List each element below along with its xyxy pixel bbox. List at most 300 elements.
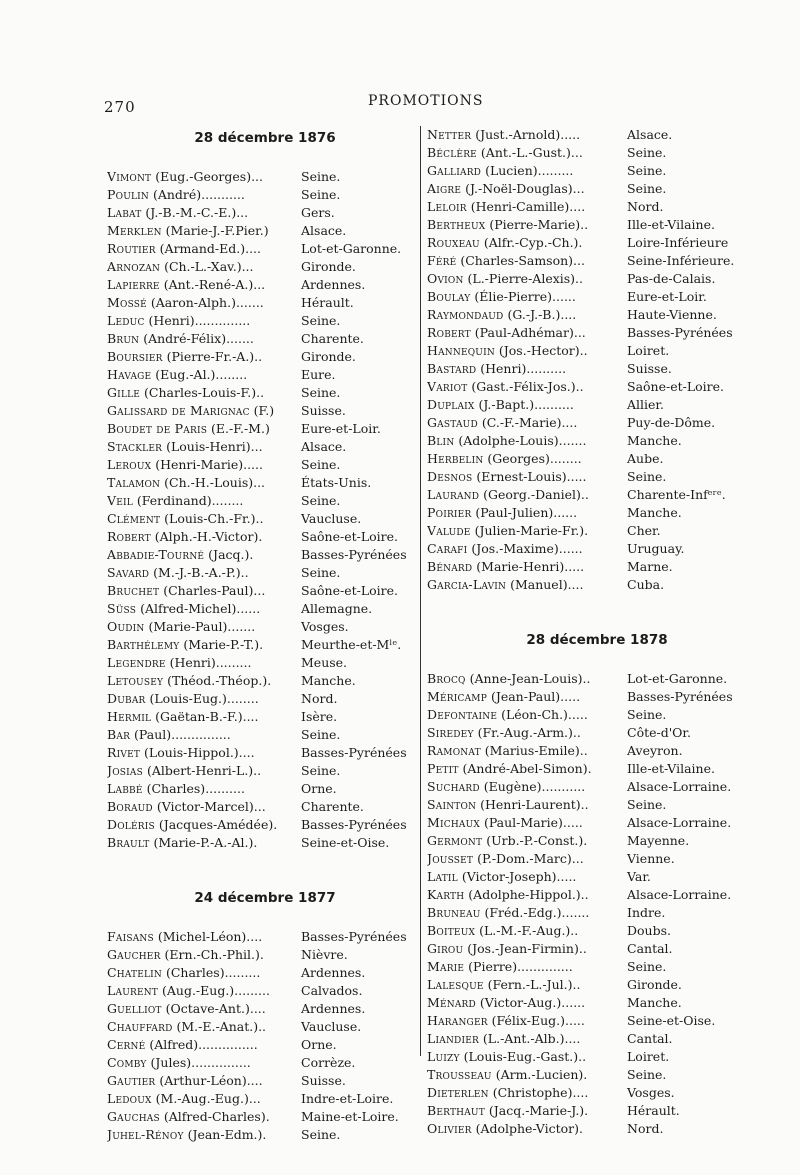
entry-surname: Netter [427, 127, 472, 142]
entry-name [427, 850, 625, 868]
entry-name [427, 468, 625, 486]
entry-given-names: (Adolphe-Louis)....... [454, 433, 587, 448]
section-gap [107, 852, 423, 886]
promotion-entry [107, 672, 423, 690]
entry-surname: Gautier [107, 1073, 156, 1088]
entry-surname: Gastaud [427, 415, 478, 430]
promotion-entry [107, 510, 423, 528]
section-heading: 28 décembre 1876 [194, 130, 336, 146]
entry-name [107, 1000, 299, 1018]
entry-name [427, 270, 625, 288]
entry-given-names: (C.-F.-Marie).... [477, 415, 578, 430]
entry-name [427, 162, 625, 180]
promotion-entry [427, 558, 767, 576]
entry-given-names: (Louis-Henri)... [162, 439, 263, 454]
entry-name [427, 922, 625, 940]
entry-origin: Loiret. [627, 1049, 670, 1064]
entry-origin: Gironde. [301, 259, 356, 274]
entry-surname: Stackler [107, 439, 163, 454]
entry-given-names: (André)........... [148, 187, 245, 202]
entry-name [427, 796, 625, 814]
promotion-entry [427, 414, 767, 432]
promotion-entry [427, 198, 767, 216]
entry-given-names: (J.-Noël-Douglas)... [461, 181, 585, 196]
entry-name [107, 384, 299, 402]
promotion-entry [427, 1030, 767, 1048]
entry-surname: Boudet de Paris [107, 421, 208, 436]
entry-name [427, 486, 625, 504]
entry-name [107, 168, 299, 186]
promotion-entry [427, 468, 767, 486]
entry-name [427, 1084, 625, 1102]
entry-name [107, 780, 299, 798]
entry-surname: Boursier [107, 349, 163, 364]
entry-name [107, 456, 299, 474]
entry-origin: Isère. [301, 709, 338, 724]
entry-name [107, 1108, 299, 1126]
entry-name [107, 294, 299, 312]
promotion-entry [427, 162, 767, 180]
entry-given-names: (Eug.-Georges)... [151, 169, 263, 184]
entry-name [107, 204, 299, 222]
entry-surname: Clément [107, 511, 161, 526]
promotion-entry [107, 402, 423, 420]
entry-surname: Bruchet [107, 583, 160, 598]
promotion-entry [427, 1084, 767, 1102]
entry-given-names: (Ernest-Louis)..... [472, 469, 587, 484]
promotion-entry [427, 540, 767, 558]
promotion-entry [427, 234, 767, 252]
entry-given-names: (M.-J.-B.-A.-P.).. [149, 565, 249, 580]
entry-surname: Desnos [427, 469, 473, 484]
entry-name [427, 886, 625, 904]
entry-origin: Basses-Pyrénées [301, 745, 407, 760]
entry-name [107, 726, 299, 744]
entry-name [107, 618, 299, 636]
entry-surname: Blin [427, 433, 455, 448]
entry-given-names: (Arthur-Léon).... [155, 1073, 263, 1088]
entry-surname: Bastard [427, 361, 477, 376]
entry-given-names: (Charles-Samson)... [456, 253, 585, 268]
entry-given-names: (Marie-J.-F.Pier.) [161, 223, 269, 238]
entry-surname: Abbadie-Tourné [107, 547, 205, 562]
promotion-entry [107, 946, 423, 964]
entry-origin: Vosges. [627, 1085, 675, 1100]
promotion-entry [427, 706, 767, 724]
entry-given-names: (Louis-Ch.-Fr.).. [160, 511, 264, 526]
promotion-entry [107, 366, 423, 384]
entry-surname: Havage [107, 367, 152, 382]
entry-origin: Seine. [301, 385, 341, 400]
promotion-entry [427, 994, 767, 1012]
entry-name [107, 510, 299, 528]
entry-surname: Brault [107, 835, 150, 850]
entry-given-names: (Ant.-L.-Gust.)... [476, 145, 583, 160]
entry-name [427, 198, 625, 216]
promotion-entry [107, 1108, 423, 1126]
promotion-entry [107, 492, 423, 510]
entry-name [107, 546, 299, 564]
entry-given-names: (Georges)........ [483, 451, 582, 466]
entry-origin: Seine. [627, 959, 667, 974]
entry-origin: Charente. [301, 331, 364, 346]
entry-name [427, 126, 625, 144]
entry-origin: Seine. [627, 163, 667, 178]
entry-given-names: (Armand-Ed.).... [155, 241, 261, 256]
promotion-entry [427, 576, 767, 594]
entry-surname: Ménard [427, 995, 476, 1010]
entry-given-names: (Georg.-Daniel).. [479, 487, 589, 502]
entry-surname: Comby [107, 1055, 147, 1070]
entry-name [427, 1120, 625, 1138]
promotion-entry [107, 744, 423, 762]
entry-name [107, 762, 299, 780]
entry-name [427, 760, 625, 778]
entry-given-names: (Élie-Pierre)...... [470, 289, 576, 304]
entry-origin: Orne. [301, 1037, 337, 1052]
entry-surname: Germont [427, 833, 483, 848]
entry-origin: Seine. [301, 565, 341, 580]
entry-given-names: (Aaron-Alph.)....... [146, 295, 264, 310]
entry-surname: Michaux [427, 815, 480, 830]
entry-surname: Garcia-Lavin [427, 577, 507, 592]
entry-origin: Meuse. [301, 655, 348, 670]
entry-surname: Guelliot [107, 1001, 162, 1016]
entry-given-names: (P.-Dom.-Marc)... [473, 851, 584, 866]
entry-name [107, 240, 299, 258]
entry-given-names: (Jean-Edm.). [183, 1127, 267, 1142]
entry-surname: Jousset [427, 851, 474, 866]
entry-surname: Olivier [427, 1121, 472, 1136]
right-column [427, 126, 767, 1138]
entry-given-names: (Octave-Ant.).... [161, 1001, 266, 1016]
entry-origin: Lot-et-Garonne. [301, 241, 402, 256]
entry-given-names: (Marie-Henri)..... [472, 559, 585, 574]
entry-name [107, 582, 299, 600]
entry-given-names: (Paul-Marie)..... [479, 815, 583, 830]
entry-origin: Cantal. [627, 941, 673, 956]
promotion-entry [107, 438, 423, 456]
promotion-entry [427, 342, 767, 360]
entry-origin: Basses-Pyrénées [301, 929, 407, 944]
entry-given-names: (Ern.-Ch.-Phil.). [160, 947, 264, 962]
entry-name [427, 558, 625, 576]
entry-surname: Poirier [427, 505, 472, 520]
entry-origin: Seine-Inférieure. [627, 253, 735, 268]
entry-given-names: (Christophe).... [488, 1085, 589, 1100]
entry-origin: Cher. [627, 523, 661, 538]
entry-name [427, 306, 625, 324]
entry-origin: Loiret. [627, 343, 670, 358]
entry-given-names: (André-Félix)....... [139, 331, 254, 346]
entry-origin: Gers. [301, 205, 335, 220]
entry-surname: Rouxeau [427, 235, 480, 250]
entry-surname: Méricamp [427, 689, 487, 704]
entry-given-names: (Lucien)......... [481, 163, 574, 178]
entry-origin: Maine-et-Loire. [301, 1109, 399, 1124]
entry-given-names: (Louis-Eug.-Gast.).. [459, 1049, 587, 1064]
entry-surname: Lalesque [427, 977, 484, 992]
entry-origin: Seine. [627, 181, 667, 196]
entry-given-names: (Charles)......... [162, 965, 261, 980]
entry-given-names: (Pierre).............. [464, 959, 573, 974]
entry-surname: Petit [427, 761, 459, 776]
entry-given-names: (Alfred-Michel)...... [136, 601, 261, 616]
entry-surname: Trousseau [427, 1067, 492, 1082]
entry-surname: Boraud [107, 799, 153, 814]
entry-name [427, 324, 625, 342]
entry-surname: Hermil [107, 709, 152, 724]
entry-origin: Ardennes. [301, 1001, 366, 1016]
entry-origin: Seine. [301, 313, 341, 328]
entry-given-names: (Léon-Ch.)..... [497, 707, 588, 722]
entry-name [107, 474, 299, 492]
entry-given-names: (Jos.-Hector).. [494, 343, 588, 358]
promotion-entry [107, 1000, 423, 1018]
entry-name [427, 994, 625, 1012]
entry-name [107, 258, 299, 276]
entry-origin: Puy-de-Dôme. [627, 415, 716, 430]
entry-name [107, 366, 299, 384]
promotion-entry [427, 1066, 767, 1084]
section-heading: 24 décembre 1877 [194, 890, 336, 906]
promotion-entry [427, 904, 767, 922]
entry-given-names: (Alfred)............... [145, 1037, 258, 1052]
entry-given-names: (Urb.-P.-Const.). [482, 833, 588, 848]
entry-given-names: (Marius-Emile).. [480, 743, 588, 758]
promotion-entry [427, 216, 767, 234]
entry-surname: Laurent [107, 983, 159, 998]
entry-name [427, 1066, 625, 1084]
entry-given-names: (Fr.-Aug.-Arm.).. [473, 725, 581, 740]
running-head: PROMOTIONS [368, 93, 484, 109]
entry-name [427, 378, 625, 396]
entry-surname: Faisans [107, 929, 154, 944]
entry-given-names: (J.-Bapt.).......... [474, 397, 574, 412]
promotion-entry [107, 762, 423, 780]
entry-surname: Siredey [427, 725, 474, 740]
entry-origin: Gironde. [627, 977, 682, 992]
entry-origin: Manche. [627, 995, 682, 1010]
entry-name [427, 450, 625, 468]
entry-name [427, 576, 625, 594]
entry-origin: Eure. [301, 367, 336, 382]
promotion-entry [427, 832, 767, 850]
entry-surname: Brocq [427, 671, 466, 686]
entry-surname: Labbé [107, 781, 143, 796]
entry-surname: Gauchas [107, 1109, 160, 1124]
entry-origin: Ille-et-Vilaine. [627, 217, 715, 232]
entry-origin: Seine. [627, 797, 667, 812]
entry-given-names: (Marie-P.-A.-Al.). [149, 835, 258, 850]
entry-surname: Herbelin [427, 451, 484, 466]
entry-origin: Manche. [627, 505, 682, 520]
promotion-entry [107, 982, 423, 1000]
promotion-entry [427, 850, 767, 868]
entry-origin: Seine. [627, 469, 667, 484]
entry-surname: Leroux [107, 457, 152, 472]
entry-surname: Galissard de Marignac [107, 403, 250, 418]
entry-origin: Nord. [627, 1121, 664, 1136]
promotion-entry [427, 1102, 767, 1120]
entry-origin: Calvados. [301, 983, 363, 998]
entry-surname: Barthélemy [107, 637, 180, 652]
promotion-entry [107, 582, 423, 600]
entry-origin: Basses-Pyrénées [627, 325, 733, 340]
entry-origin: Seine-et-Oise. [627, 1013, 716, 1028]
entry-surname: Raymondaud [427, 307, 504, 322]
entry-given-names: (J.-B.-M.-C.-E.)... [141, 205, 249, 220]
entry-given-names: (M.-Aug.-Eug.)... [151, 1091, 261, 1106]
entry-origin: Charente-Infᵉʳᵉ. [627, 487, 726, 502]
entry-surname: Latil [427, 869, 458, 884]
entry-surname: Leloir [427, 199, 467, 214]
promotion-entry [107, 546, 423, 564]
entry-origin: Seine-et-Oise. [301, 835, 390, 850]
entry-origin: Ille-et-Vilaine. [627, 761, 715, 776]
promotion-entry [427, 252, 767, 270]
promotion-entry [427, 976, 767, 994]
entry-name [107, 946, 299, 964]
promotion-entry [107, 690, 423, 708]
entry-name [107, 222, 299, 240]
entry-given-names: (Paul-Julien)...... [471, 505, 578, 520]
entry-name [427, 724, 625, 742]
entry-surname: Valude [427, 523, 471, 538]
entry-name [427, 1102, 625, 1120]
entry-origin: Vaucluse. [301, 511, 362, 526]
promotion-entry [107, 474, 423, 492]
entry-origin: Corrèze. [301, 1055, 356, 1070]
promotion-entry [427, 270, 767, 288]
entry-name [427, 958, 625, 976]
entry-origin: Vienne. [627, 851, 675, 866]
entry-given-names: (Louis-Eug.)........ [145, 691, 259, 706]
entry-name [427, 868, 625, 886]
entry-surname: Routier [107, 241, 156, 256]
promotion-entry [107, 654, 423, 672]
promotion-entry [107, 222, 423, 240]
entry-surname: Labat [107, 205, 142, 220]
entry-given-names: (Adolphe-Victor). [471, 1121, 583, 1136]
entry-surname: Variot [427, 379, 468, 394]
promotion-entry [107, 1054, 423, 1072]
entry-surname: Poulin [107, 187, 149, 202]
promotion-entry [427, 378, 767, 396]
entry-origin: Indre-et-Loire. [301, 1091, 394, 1106]
entry-surname: Bruneau [427, 905, 481, 920]
entry-surname: Cerné [107, 1037, 146, 1052]
entry-given-names: (Julien-Marie-Fr.). [470, 523, 589, 538]
entry-given-names: (Jacques-Amédée). [154, 817, 278, 832]
promotion-entry [427, 670, 767, 688]
entry-name [427, 234, 625, 252]
entry-surname: Ramonat [427, 743, 481, 758]
entry-given-names: (L.-Ant.-Alb.).... [478, 1031, 581, 1046]
entry-given-names: (G.-J.-B.).... [503, 307, 577, 322]
entry-given-names: (Paul-Adhémar)... [470, 325, 586, 340]
entry-origin: Alsace-Lorraine. [627, 815, 732, 830]
entry-name [427, 742, 625, 760]
entry-origin: États-Unis. [301, 475, 372, 490]
entry-given-names: (Henri-Marie)..... [151, 457, 263, 472]
entry-given-names: (M.-E.-Anat.).. [172, 1019, 267, 1034]
entry-given-names: (Michel-Léon).... [153, 929, 263, 944]
entry-surname: Defontaine [427, 707, 498, 722]
promotion-entry [427, 868, 767, 886]
entry-given-names: (Gaëtan-B.-F.).... [151, 709, 259, 724]
entry-surname: Gaucher [107, 947, 161, 962]
promotion-entry [107, 1018, 423, 1036]
entry-given-names: (Gast.-Félix-Jos.).. [467, 379, 584, 394]
entry-name [107, 420, 299, 438]
entry-given-names: (Henri)......... [165, 655, 252, 670]
entry-origin: Côte-d'Or. [627, 725, 691, 740]
entry-surname: Berthaut [427, 1103, 485, 1118]
entry-name [427, 180, 625, 198]
entry-name [107, 276, 299, 294]
entry-given-names: (Félix-Eug.)..... [487, 1013, 585, 1028]
entry-surname: Letousey [107, 673, 164, 688]
entry-origin: Saône-et-Loire. [301, 529, 399, 544]
entry-given-names: (Aug.-Eug.)......... [158, 983, 270, 998]
entry-given-names: (Adolphe-Hippol.).. [464, 887, 589, 902]
entry-surname: Brun [107, 331, 140, 346]
entry-given-names: (Eugène)........... [479, 779, 586, 794]
entry-given-names: (Charles).......... [142, 781, 245, 796]
entry-origin: Alsace-Lorraine. [627, 779, 732, 794]
entry-origin: Lot-et-Garonne. [627, 671, 728, 686]
entry-name [427, 216, 625, 234]
promotion-entry [427, 324, 767, 342]
entry-given-names: (Henri).............. [144, 313, 251, 328]
entry-name [107, 186, 299, 204]
entry-surname: Bertheux [427, 217, 486, 232]
entry-surname: Süss [107, 601, 137, 616]
entry-name [107, 312, 299, 330]
entry-origin: Nord. [301, 691, 338, 706]
promotion-entry [427, 742, 767, 760]
entry-origin: Doubs. [627, 923, 671, 938]
entry-given-names: (Ant.-René-A.)... [159, 277, 266, 292]
entry-surname: Haranger [427, 1013, 488, 1028]
entry-given-names: (L.-M.-F.-Aug.).. [475, 923, 579, 938]
entry-surname: Veil [107, 493, 133, 508]
promotion-entry [427, 396, 767, 414]
promotion-entry [427, 288, 767, 306]
entry-origin: Loire-Inférieure [627, 235, 729, 250]
promotion-entry [107, 780, 423, 798]
entry-name [107, 600, 299, 618]
entry-surname: Duplaix [427, 397, 475, 412]
entry-origin: Hérault. [301, 295, 354, 310]
entry-given-names: (Théod.-Théop.). [163, 673, 272, 688]
section-heading: 28 décembre 1878 [526, 632, 668, 648]
entry-given-names: (Anne-Jean-Louis).. [465, 671, 591, 686]
entry-origin: Manche. [627, 433, 682, 448]
entry-origin: Cantal. [627, 1031, 673, 1046]
promotion-entry [427, 1012, 767, 1030]
entry-origin: Ardennes. [301, 277, 366, 292]
entry-origin: Allemagne. [301, 601, 373, 616]
entry-origin: Seine. [301, 727, 341, 742]
entry-surname: Talamon [107, 475, 161, 490]
entry-name [107, 564, 299, 582]
entry-name [427, 832, 625, 850]
entry-origin: Seine. [301, 187, 341, 202]
entry-origin: Basses-Pyrénées [301, 547, 407, 562]
promotion-entry [107, 240, 423, 258]
